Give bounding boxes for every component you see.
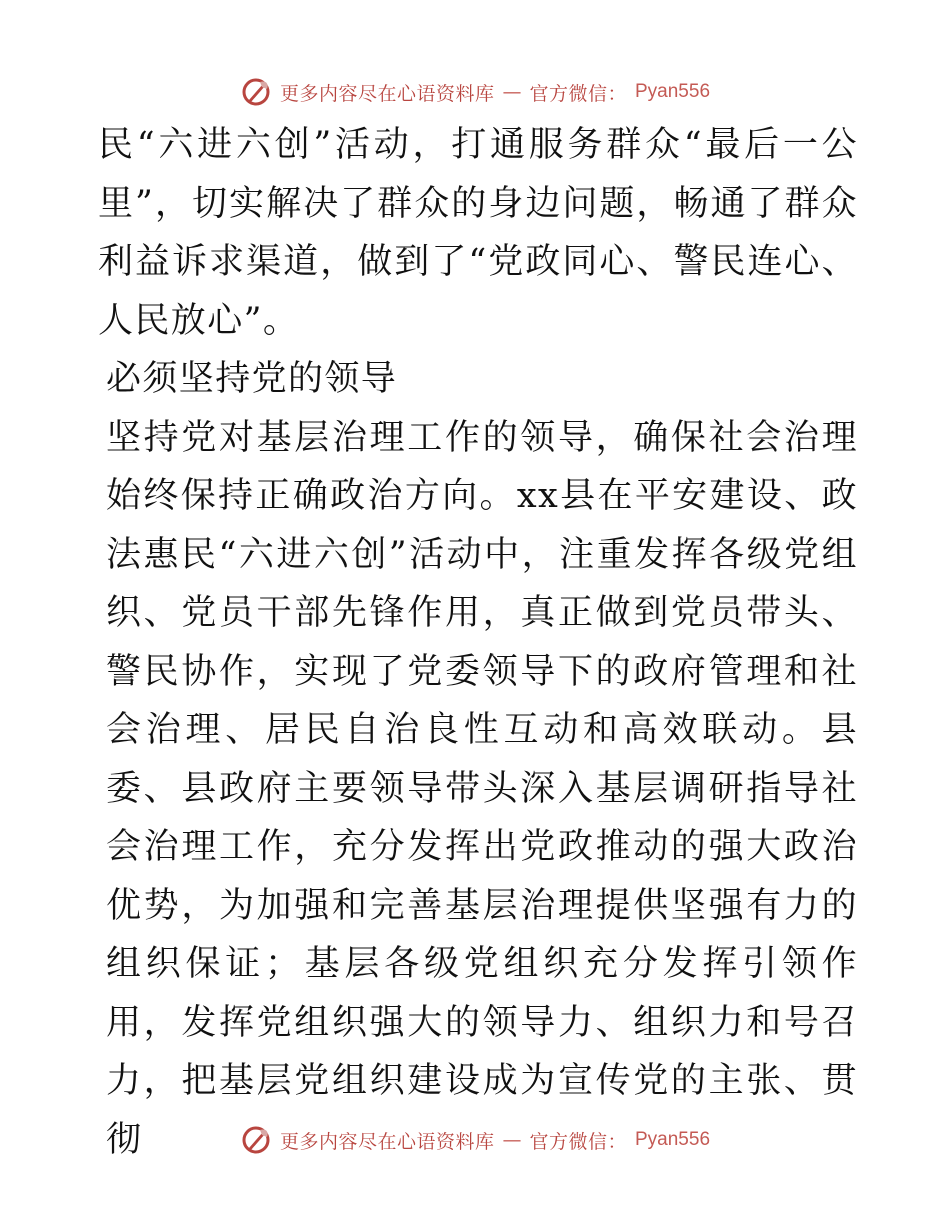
- watermark-wechat-label: 官方微信：: [529, 82, 627, 105]
- watermark-separator: —: [502, 81, 522, 103]
- footer-watermark: [0, 1120, 950, 1160]
- quill-logo-icon: [240, 1124, 272, 1156]
- section-heading: 必须坚持党的领导: [106, 359, 398, 399]
- watermark-wechat-id: Pyan556: [635, 81, 711, 102]
- watermark-text: 更多内容尽在心语资料库: [279, 1130, 495, 1153]
- watermark-text: 更多内容尽在心语资料库: [279, 82, 495, 105]
- watermark-separator: —: [502, 1129, 522, 1151]
- quill-logo-icon: [240, 76, 272, 108]
- document-body: [98, 116, 858, 1169]
- paragraph-continuation: 民“六进六创”活动，打通服务群众“最后一公里”，切实解决了群众的身边问题，畅通了群众利益诉求渠道，做到了“党政同心、警民连心、人民放心”。: [98, 125, 858, 341]
- paragraph-body: 坚持党对基层治理工作的领导，确保社会治理始终保持正确政治方向。xx县在平安建设、政法惠民“六进六创”活动中，注重发挥各级党组织、党员干部先锋作用，真正做到党员带头、警民协作，实现了党委领导下的政府管理和社会治理、居民自治良性互动和高效联动。县委、县政府主要领导带头深入基层调研指导社会治理工作，充分发挥出党政推动的强大政治优势，为加强和完善基层治理提供坚强有力的组织保证；基层各级党组织充分发挥引领作用，发挥党组织强大的领导力、组织力和号召力，把基层党组织建设成为宣传党的主张、贯彻: [106, 417, 858, 1160]
- watermark-wechat-label: 官方微信：: [529, 1130, 627, 1153]
- header-watermark: [0, 72, 950, 112]
- watermark-wechat-id: Pyan556: [635, 1129, 711, 1150]
